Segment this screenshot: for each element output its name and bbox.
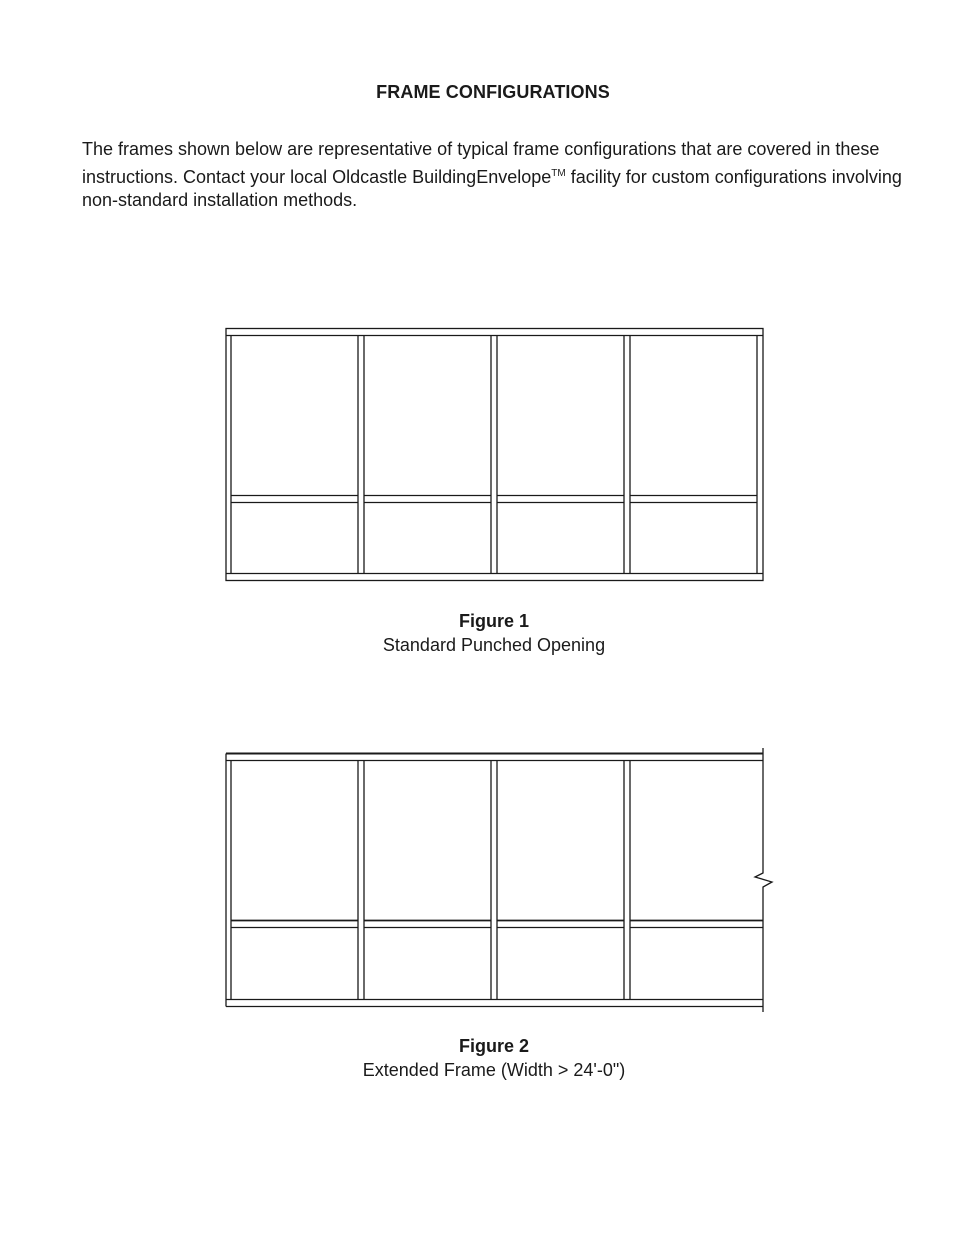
- figure-1-drawing: [0, 320, 954, 590]
- figure-2-caption: Extended Frame (Width > 24'-0"): [362, 1060, 626, 1080]
- figure-2-drawing: [0, 740, 954, 1020]
- intro-text-part2: facility for custom configurations involving non-standard installation methods.: [82, 166, 902, 210]
- frame-outline: [226, 329, 763, 581]
- figure-1-label: Figure 1: [458, 611, 529, 631]
- figure-1-caption: Standard Punched Opening: [382, 635, 606, 655]
- break-line-symbol: [755, 748, 772, 1012]
- intro-paragraph: [82, 138, 902, 213]
- trademark-mark: TM: [551, 167, 566, 179]
- page-title: FRAME CONFIGURATIONS: [376, 82, 610, 102]
- figure-2-label: Figure 2: [458, 1036, 529, 1056]
- intro-text-part1: The frames shown below are representative of typical frame configurations that are covered in these instructions. Contact your local Oldcastle BuildingEnvelope: [82, 139, 880, 187]
